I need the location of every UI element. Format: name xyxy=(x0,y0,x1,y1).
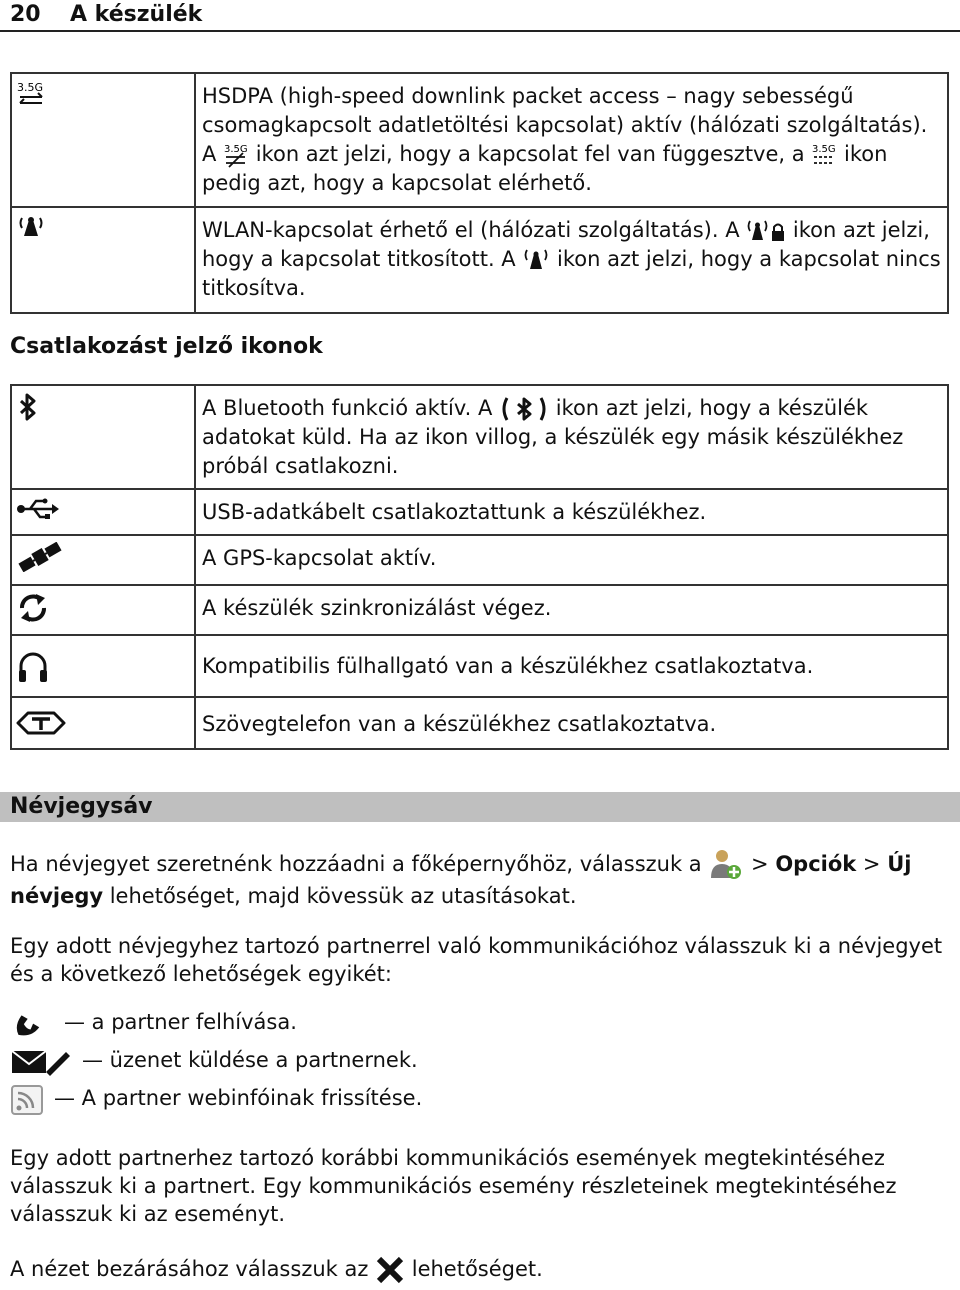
table-row xyxy=(11,635,948,697)
page-header xyxy=(0,0,960,32)
icon-cell xyxy=(11,489,195,535)
table-row xyxy=(11,697,948,749)
icon-cell xyxy=(11,535,195,585)
icon-cell xyxy=(11,585,195,635)
sync-icon xyxy=(16,592,50,624)
usb-icon xyxy=(16,496,60,522)
paragraph-history: Egy adott partnerhez tartozó korábbi kommunikációs események megtekintéséhez válasszuk ki a partnert. Egy kommunikációs esemény részleteinek megtekintéséhez válasszuk ki az eseményt. xyxy=(10,1146,897,1226)
table-row xyxy=(11,73,948,207)
network-icons-table xyxy=(10,72,949,314)
svg-text:3.5G: 3.5G xyxy=(224,144,248,155)
gps-description: A GPS-kapcsolat aktív. xyxy=(195,535,948,585)
table-row xyxy=(11,207,948,313)
wlan-description: WLAN-kapcsolat érhető el (hálózati szolgáltatás). A ikon azt jelzi, hogy a kapcsolat titkosított. A ikon azt jelzi, hogy a kapcsolat nincs titkosítva. xyxy=(195,207,948,313)
usb-description: USB-adatkábelt csatlakoztattunk a készülékhez. xyxy=(195,489,948,535)
icon-cell xyxy=(11,385,195,489)
table-row xyxy=(11,489,948,535)
headset-description: Kompatibilis fülhallgató van a készülékhez csatlakoztatva. xyxy=(195,635,948,697)
gps-icon xyxy=(16,542,64,572)
section-heading-contact-bar: Névjegysáv xyxy=(0,792,960,822)
icon-cell xyxy=(11,207,195,313)
section-heading-connection: Csatlakozást jelző ikonok xyxy=(10,334,323,359)
hsdpa-suspended-icon xyxy=(223,142,249,168)
table-row xyxy=(11,585,948,635)
paragraph-communication: Egy adott névjegyhez tartozó partnerrel való kommunikációhoz válasszuk ki a névjegyet és a következő lehetőségek egyikét: xyxy=(10,934,943,986)
close-icon xyxy=(375,1255,405,1285)
web-feed-icon xyxy=(10,1084,44,1116)
icon-cell xyxy=(11,73,195,207)
page-number: 20 xyxy=(10,2,41,27)
bluetooth-icon xyxy=(16,392,40,422)
icon-cell xyxy=(11,697,195,749)
table-row xyxy=(11,535,948,585)
icon-cell xyxy=(11,635,195,697)
connection-icons-table xyxy=(10,384,949,750)
wlan-icon xyxy=(16,214,46,242)
texttelephone-description: Szövegtelefon van a készülékhez csatlakoztatva. xyxy=(195,697,948,749)
paragraph-close-view: A nézet bezárásához válasszuk az lehetőséget. xyxy=(10,1255,950,1285)
bluetooth-sending-icon xyxy=(499,395,549,423)
headset-icon xyxy=(16,650,50,684)
sync-description: A készülék szinkronizálást végez. xyxy=(195,585,948,635)
add-contact-icon xyxy=(708,848,744,882)
texttelephone-icon xyxy=(16,710,66,736)
wlan-encrypted-icon xyxy=(746,218,786,244)
hsdpa-icon xyxy=(16,80,50,110)
paragraph-add-contact: Ha névjegyet szeretnénk hozzáadni a főképernyőhöz, válasszuk a > Opciók > Új névjegy lehetőséget, majd kövessük az utasításokat. xyxy=(10,848,950,910)
svg-text:3.5G: 3.5G xyxy=(812,144,836,155)
bluetooth-description: A Bluetooth funkció aktív. A ikon azt jelzi, hogy a készülék adatokat küld. Ha az ikon villog, a készülék egy másik készülékhez próbál csatlakozni. xyxy=(195,385,948,489)
hsdpa-available-icon xyxy=(811,142,837,168)
message-icon xyxy=(10,1046,70,1076)
phone-icon xyxy=(10,1008,50,1038)
svg-text:3.5G: 3.5G xyxy=(17,81,44,94)
hsdpa-description: HSDPA (high-speed downlink packet access – nagy sebességű csomagkapcsolt adatletöltési kapcsolat) aktív (hálózati szolgáltatás). A 3.5G ikon azt jelzi, hogy a kapcsolat fel van függesztve, a 3.5G ikon pedig azt, hogy a kapcsolat elérhető. xyxy=(195,73,948,207)
table-row xyxy=(11,385,948,489)
wlan-unencrypted-icon xyxy=(522,247,550,273)
chapter-title: A készülék xyxy=(70,2,203,27)
